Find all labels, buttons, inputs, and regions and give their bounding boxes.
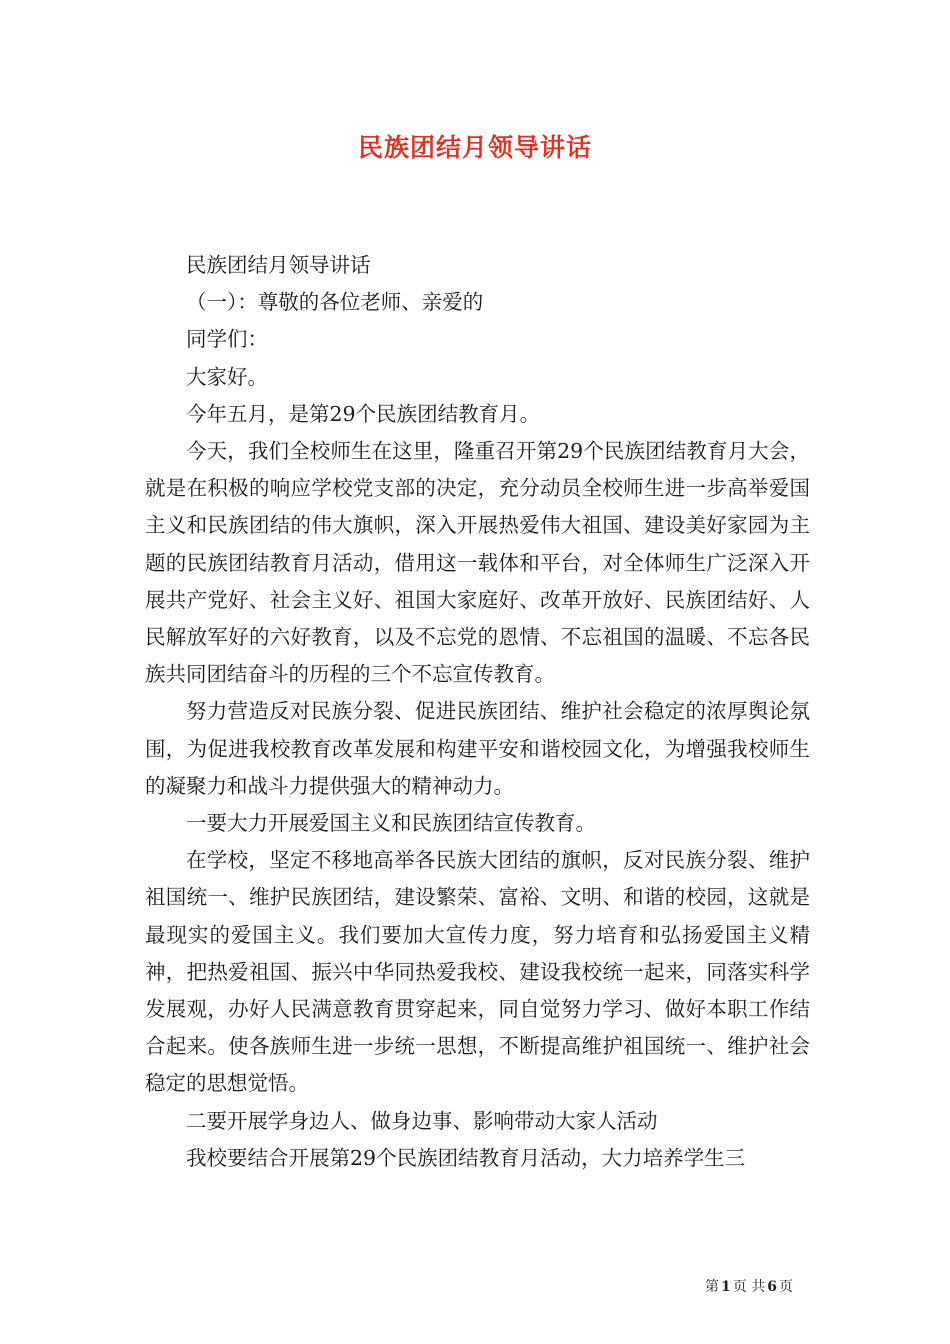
total-pages-number: 6 bbox=[767, 1279, 777, 1295]
paragraph: 二要开展学身边人、做身边事、影响带动大家人活动 bbox=[186, 1108, 658, 1133]
paragraph: 一要大力开展爱国主义和民族团结宣传教育。 bbox=[186, 811, 596, 836]
paragraph: 民族团结月领导讲话 bbox=[186, 253, 371, 277]
footer-suffix: 页 bbox=[778, 1279, 793, 1295]
paragraph: 努力营造反对民族分裂、促进民族团结、维护社会稳定的浓厚舆论氛围，为促进我校教育改革发展和构建平安和谐校园文化，为增强我校师生的凝聚力和战斗力提供强大的精神动力。 bbox=[145, 699, 810, 798]
page-footer bbox=[705, 1276, 793, 1296]
document-body bbox=[145, 247, 810, 1177]
paragraph: 同学们： bbox=[186, 327, 268, 352]
paragraph: 大家好。 bbox=[186, 364, 268, 389]
footer-middle: 页 共 bbox=[732, 1279, 766, 1295]
paragraph: 今年五月，是第29个民族团结教育月。 bbox=[186, 401, 541, 426]
footer-prefix: 第 bbox=[705, 1279, 719, 1295]
paragraph: 今天，我们全校师生在这里，隆重召开第29个民族团结教育月大会，就是在积极的响应学校党支部的决定，充分动员全校师生进一步高举爱国主义和民族团结的伟大旗帜，深入开展热爱伟大祖国、建设美好家园为主题的民族团结教育月活动，借用这一载体和平台，对全体师生广泛深入开展共产党好、社会主义好、祖国大家庭好、改革开放好、民族团结好、人民解放军好的六好教育，以及不忘党的恩情、不忘祖国的温暖、不忘各民族共同团结奋斗的历程的三个不忘宣传教育。 bbox=[145, 439, 810, 687]
current-page-number: 1 bbox=[721, 1279, 731, 1295]
paragraph: 我校要结合开展第29个民族团结教育月活动，大力培养学生三 bbox=[186, 1145, 746, 1170]
paragraph: 在学校，坚定不移地高举各民族大团结的旗帜，反对民族分裂、维护祖国统一、维护民族团结，建设繁荣、富裕、文明、和谐的校园，这就是最现实的爱国主义。我们要加大宣传力度，努力培育和弘扬爱国主义精神，把热爱祖国、振兴中华同热爱我校、建设我校统一起来，同落实科学发展观，办好人民满意教育贯穿起来，同自觉努力学习、做好本职工作结合起来。使各族师生进一步统一思想，不断提高维护祖国统一、维护社会稳定的思想觉悟。 bbox=[145, 848, 810, 1096]
paragraph: （一）：尊敬的各位老师、亲爱的 bbox=[186, 290, 484, 315]
document-title: 民族团结月领导讲话 bbox=[357, 133, 592, 162]
